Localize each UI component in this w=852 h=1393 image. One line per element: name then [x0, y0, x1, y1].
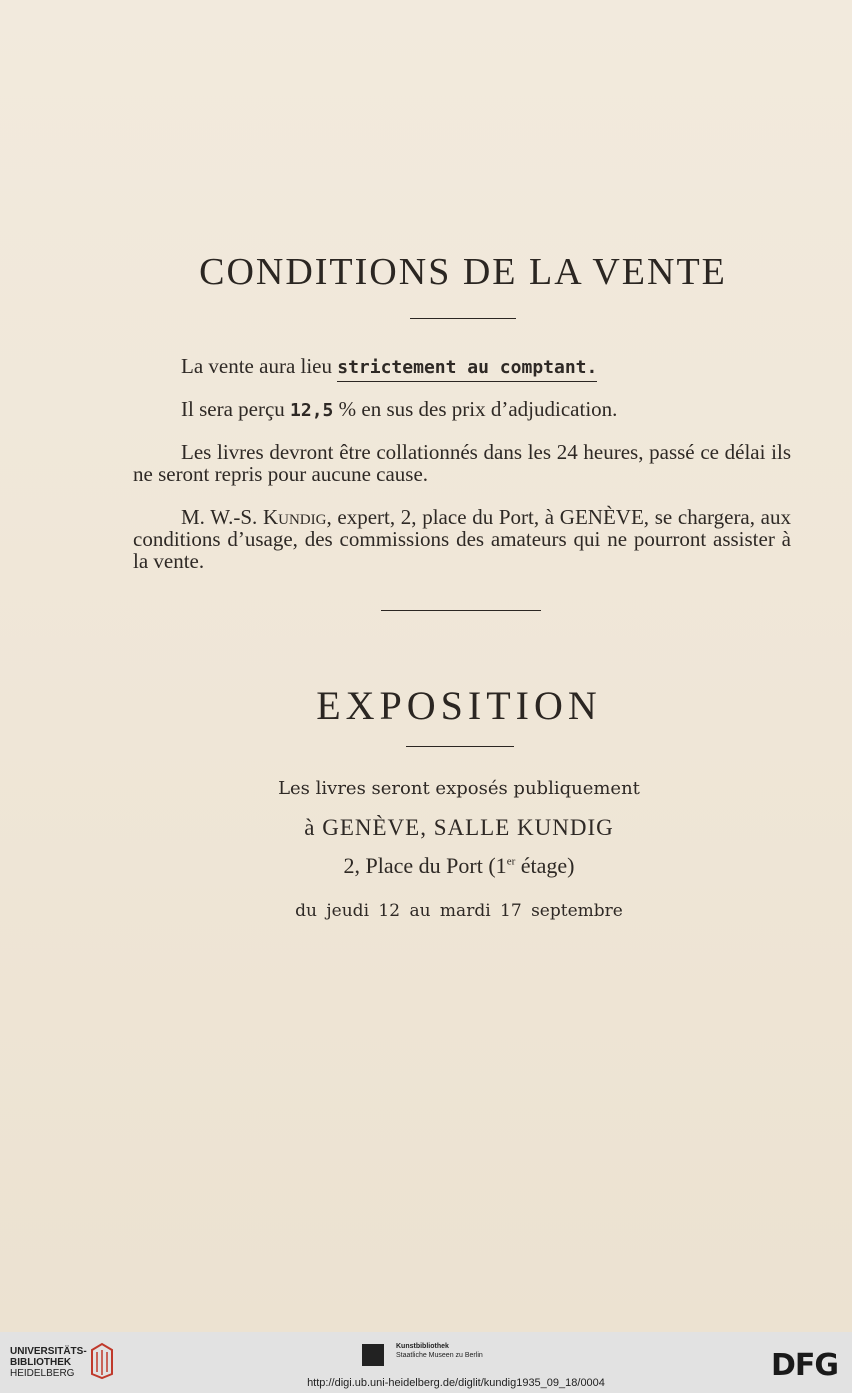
kunstbibliothek-logo[interactable]: [396, 1342, 483, 1360]
condition-payment-emphasis: strictement au comptant.: [337, 357, 597, 382]
library-book-icon: [88, 1340, 116, 1380]
exposition-line-3: [0, 853, 852, 879]
divider: [381, 610, 541, 611]
condition-expert-text-end: , expert, 2, place du Port, à GENÈVE, se chargera, aux conditions d’usage, des commissions des amateurs qui ne pourront assister à la vente.: [133, 505, 792, 573]
exposition-address: 2, Place du Port (1: [343, 853, 507, 878]
library-name-2: BIBLIOTHEK: [10, 1357, 72, 1368]
condition-fee: [133, 398, 791, 422]
condition-payment-text: La vente aura lieu: [181, 354, 338, 378]
dfg-logo[interactable]: DFG: [770, 1348, 838, 1383]
kb-subtitle: Staatliche Museen zu Berlin: [396, 1352, 483, 1359]
expert-name: Kundig: [262, 505, 327, 529]
divider: [406, 746, 514, 747]
kb-name: Kunstbibliothek: [396, 1343, 449, 1350]
condition-fee-text: Il sera perçu: [181, 397, 291, 421]
exposition-line-1: Les livres seront exposés publiquement: [278, 778, 640, 799]
digitization-footer: [0, 1332, 852, 1393]
exposition-line-2: à GENÈVE, SALLE KUNDIG: [304, 815, 614, 840]
condition-payment: [133, 355, 791, 379]
library-name-3: HEIDELBERG: [10, 1368, 75, 1379]
exposition-ordinal: er: [506, 855, 516, 868]
university-library-logo[interactable]: [10, 1346, 87, 1379]
condition-fee-text-end: % en sus des prix d’adjudication.: [333, 397, 618, 421]
library-name-1: UNIVERSITÄTS-: [10, 1346, 87, 1357]
source-url-link[interactable]: http://digi.ub.uni-heidelberg.de/diglit/kundig1935_09_18/0004: [307, 1377, 605, 1389]
exposition-floor: étage): [515, 853, 575, 878]
condition-expert: [133, 506, 791, 572]
kunstbibliothek-icon: [362, 1344, 384, 1366]
condition-collation: Les livres devront être collationnés dans les 24 heures, passé ce délai ils ne seront repris pour aucune cause.: [133, 440, 791, 486]
divider: [410, 318, 516, 319]
exposition-dates: du jeudi 12 au mardi 17 septembre: [295, 901, 623, 921]
conditions-heading: CONDITIONS DE LA VENTE: [199, 251, 727, 293]
condition-expert-text: M. W.-S.: [181, 505, 263, 529]
condition-fee-rate: 12,5: [290, 400, 334, 421]
exposition-heading: EXPOSITION: [316, 683, 602, 728]
